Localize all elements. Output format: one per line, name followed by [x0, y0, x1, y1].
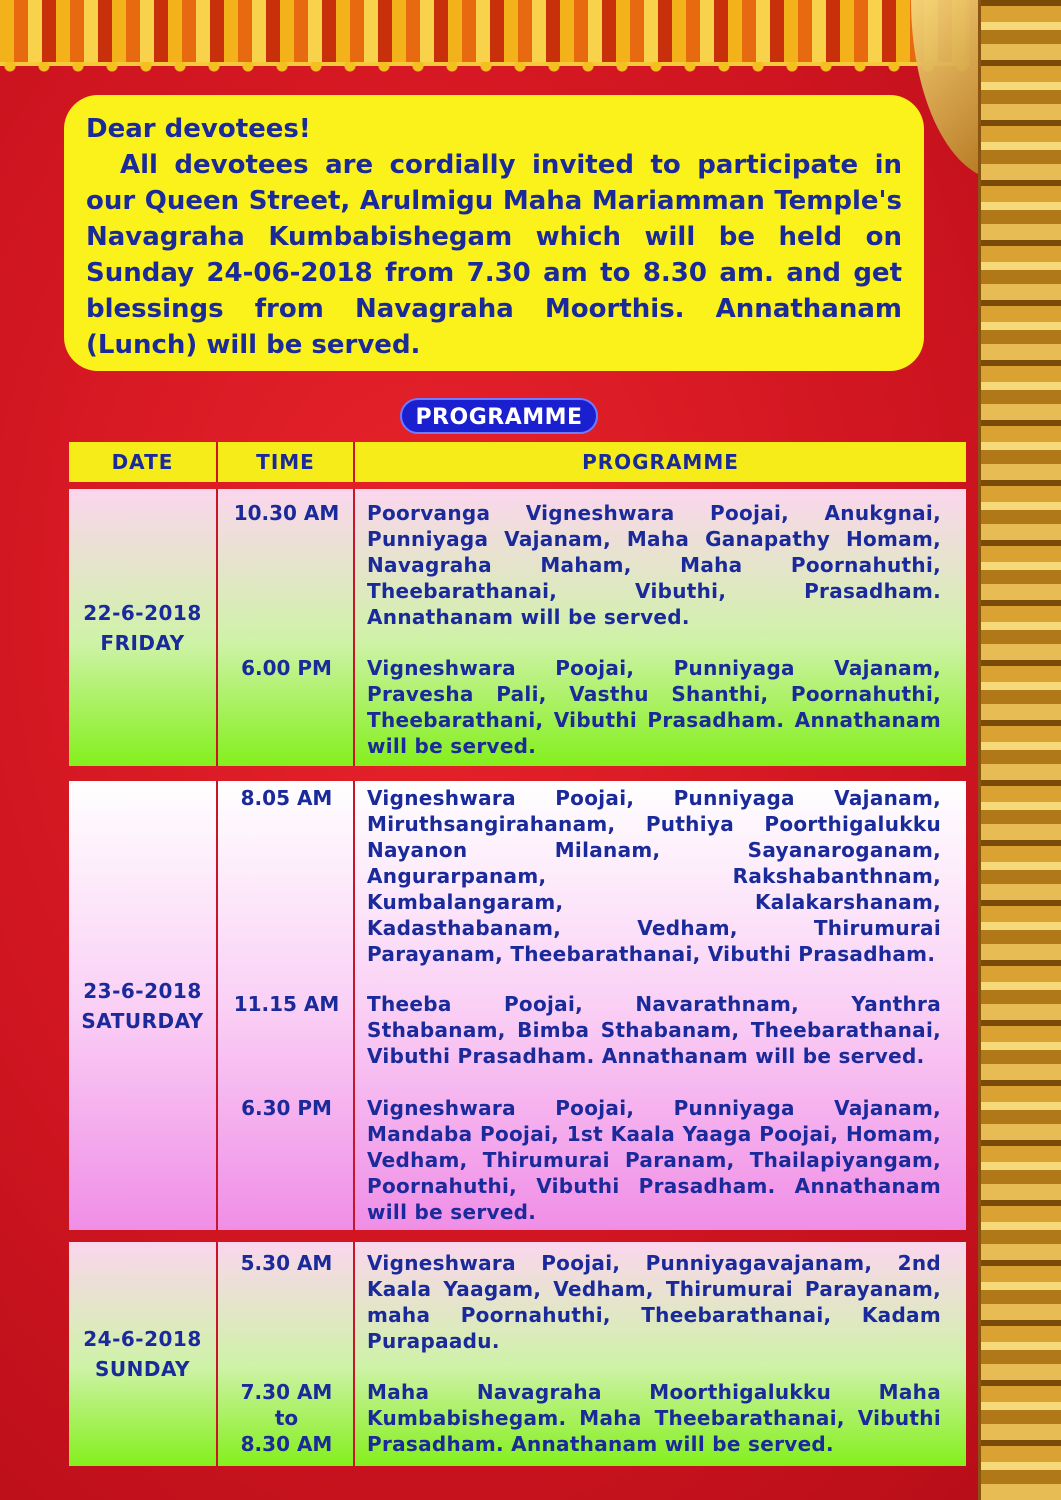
- header-programme: PROGRAMME: [582, 450, 739, 474]
- date-cell: [69, 781, 218, 1230]
- day-value: SUNDAY: [94, 1357, 191, 1381]
- programme-cell: [355, 1242, 966, 1466]
- session-time: 6.30 PM: [241, 1096, 332, 1120]
- garland-bells: [0, 62, 970, 82]
- header-date: DATE: [69, 442, 218, 482]
- session-programme: Theeba Poojai, Navarathnam, Yanthra Sthabanam, Bimba Sthabanam, Theebarathanai, Vibuthi Prasadham. Annathanam will be served.: [367, 992, 941, 1068]
- session-programme: Poorvanga Vigneshwara Poojai, Anukgnai, Punniyaga Vajanam, Maha Ganapathy Homam, Navagraha Maham, Maha Poornahuthi, Theebarathanai, Vibuthi, Prasadham. Annathanam will be served.: [367, 501, 941, 629]
- invitation-notice: [64, 95, 924, 371]
- date-cell: [69, 1242, 218, 1466]
- day-block-saturday: [69, 781, 966, 1230]
- session-time: 10.30 AM: [233, 501, 340, 525]
- time-cell: [218, 1242, 355, 1466]
- programme-cell: [355, 489, 966, 766]
- greeting: Dear devotees!: [86, 114, 311, 144]
- date-value: 24-6-2018: [83, 1327, 202, 1351]
- time-cell: [218, 781, 355, 1230]
- session-programme: Maha Navagraha Moorthigalukku Maha Kumbabishegam. Maha Theebarathanai, Vibuthi Prasadham. Annathanam will be served.: [367, 1380, 941, 1456]
- programme-badge: PROGRAMME: [400, 398, 598, 434]
- date-cell: [69, 489, 218, 766]
- session-programme: Vigneshwara Poojai, Punniyaga Vajanam, Miruthsangirahanam, Puthiya Poorthigalukku Nayanon Milanam, Sayanaroganam, Angurarpanam, Rakshabanthnam, Kumbalangaram, Kalakarshanam, Kadasthabanam, Vedham, Thirumurai Parayanam, Theebarathanai, Vibuthi Prasadham.: [367, 786, 941, 966]
- session-programme: Vigneshwara Poojai, Punniyaga Vajanam, Mandaba Poojai, 1st Kaala Yaaga Poojai, Homam, Vedham, Thirumurai Paranam, Thailapiyangam, Poornahuthi, Vibuthi Prasadham. Annathanam will be served.: [367, 1096, 941, 1224]
- session-time-start: 7.30 AM: [240, 1380, 333, 1404]
- session-time-end: 8.30 AM: [240, 1432, 333, 1456]
- session-programme: Vigneshwara Poojai, Punniyaga Vajanam, Pravesha Pali, Vasthu Shanthi, Poornahuthi, Theebarathani, Vibuthi Prasadham. Annathanam will be served.: [367, 656, 941, 758]
- session-time: 5.30 AM: [240, 1251, 333, 1275]
- day-block-friday: [69, 489, 966, 766]
- date-value: 23-6-2018: [83, 978, 202, 1003]
- day-value: FRIDAY: [100, 630, 185, 655]
- programme-cell: [355, 781, 966, 1230]
- session-time-to: to: [274, 1406, 299, 1430]
- session-programme: Vigneshwara Poojai, Punniyagavajanam, 2nd Kaala Yaagam, Vedham, Thirumurai Parayanam, maha Poornahuthi, Theebarathanai, Kadam Purapaadu.: [367, 1251, 941, 1353]
- table-header: [69, 442, 966, 482]
- day-value: SATURDAY: [81, 1008, 204, 1033]
- golden-pillar-ornament: [978, 0, 1061, 1500]
- session-time: 6.00 PM: [241, 656, 332, 680]
- time-cell: [218, 489, 355, 766]
- header-time: TIME: [218, 442, 355, 482]
- invitation-text: All devotees are cordially invited to participate in our Queen Street, Arulmigu Maha Mariamman Temple's Navagraha Kumbabishegam which will be held on Sunday 24-06-2018 from 7.30 am to 8.30 am. and get blessings from Navagraha Moorthis. Annathanam (Lunch) will be served.: [86, 150, 902, 360]
- decorative-garland: [0, 0, 970, 66]
- session-time: 11.15 AM: [233, 992, 340, 1016]
- session-time: 8.05 AM: [240, 786, 333, 810]
- day-block-sunday: [69, 1242, 966, 1466]
- date-value: 22-6-2018: [83, 600, 202, 625]
